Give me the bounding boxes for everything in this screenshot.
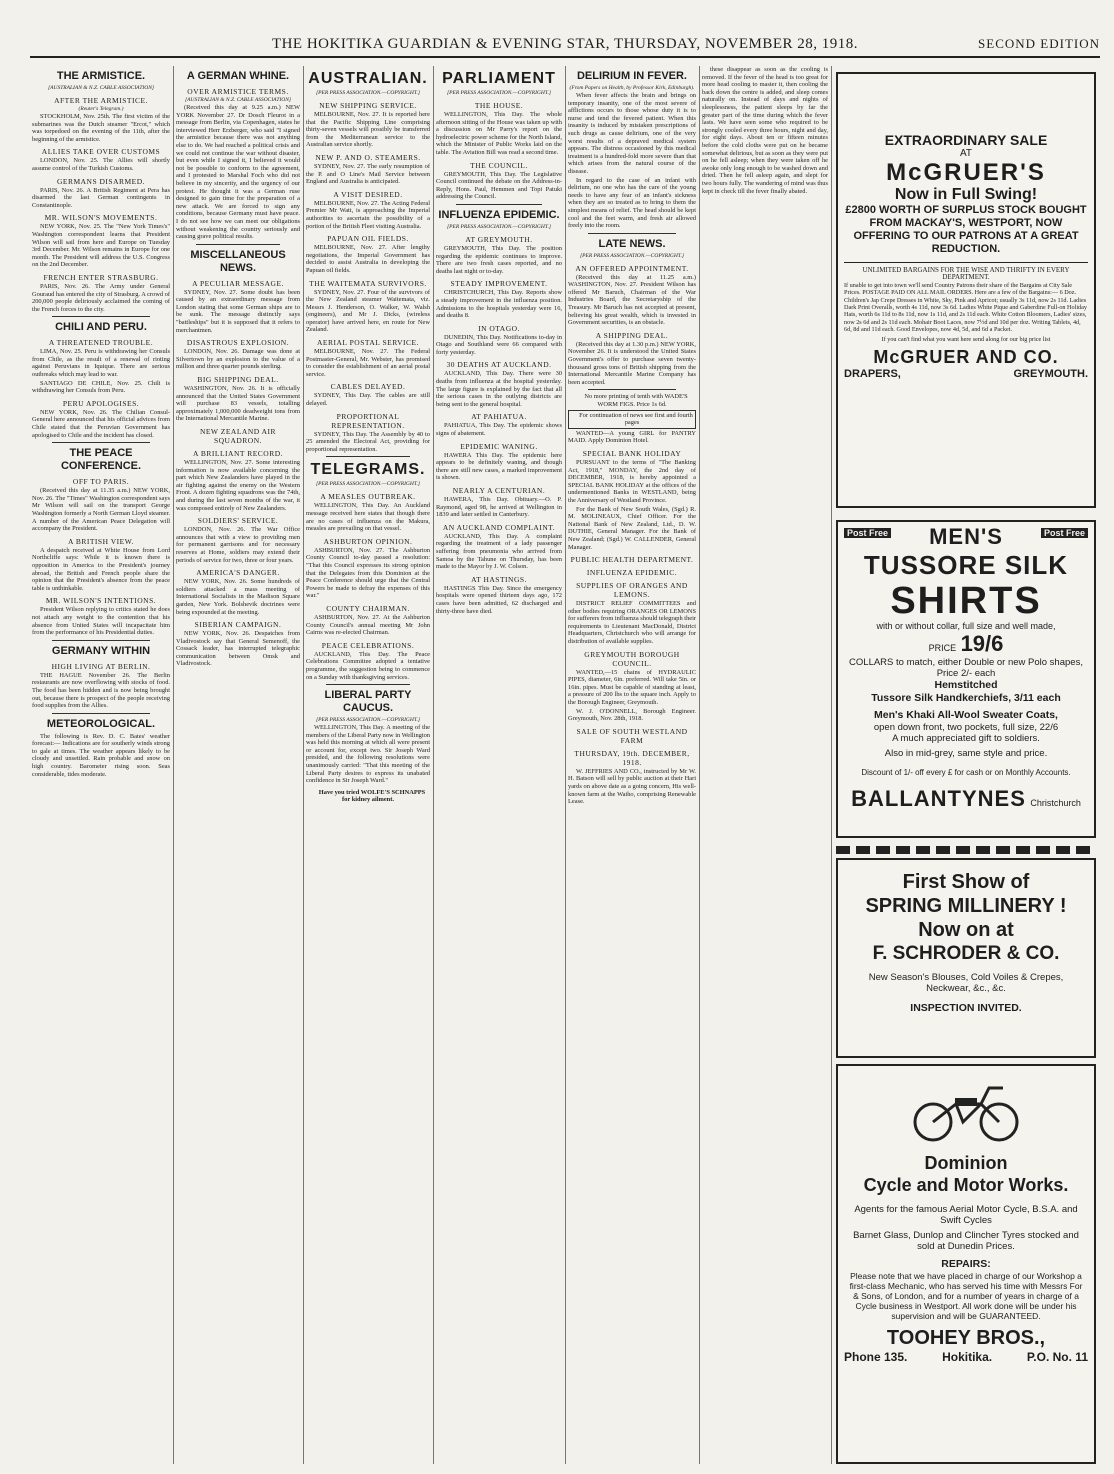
article-text: HAWERA This Day. The epidemic here appears to be definitely waning, and though there are still new cases, a marked improvement is shown. [436, 451, 562, 482]
misc-heading: MISCELLANEOUS NEWS. [190, 248, 286, 274]
subheading: NEW SHIPPING SERVICE. [319, 101, 417, 110]
subheading: STEADY IMPROVEMENT. [450, 279, 548, 289]
subheading: AT GREYMOUTH. [465, 234, 533, 244]
ad-text: New Season's Blouses, Cold Voiles & Crepes, Neckwear, &c., &c. [868, 972, 1064, 994]
peace-heading: THE PEACE CONFERENCE. [60, 447, 142, 473]
article-text: HAWERA, This Day. Obituary.—O. P. Raymond, aged 98, he arrived at Wellington in 1839 and later settled in Canterbury. [436, 496, 562, 519]
subheading: AMERICA'S DANGER. [196, 568, 280, 578]
notice: No more printing of tenth with WADE'S WORM FIGS. Price 1s 6d. [584, 393, 688, 408]
whine-heading: A GERMAN WHINE. [186, 70, 290, 82]
article-text: (Received this day at 11.25 a.m.) WASHINGTON, Nov. 27. President Wilson has offered Mr Baruch, Chairman of the War Industries Board, the Secretaryship of the Treasury. Mr Baruch has not accepted at present, believing his great wealth, which is invested in Government securities, is an obstacle. [568, 273, 696, 327]
subheading: IN OTAGO. [478, 323, 520, 333]
column-3 [306, 66, 430, 1464]
divider [52, 316, 150, 317]
subheading: COUNTY CHAIRMAN. [326, 603, 410, 613]
liberal-heading: LIBERAL PARTY CAUCUS. [324, 689, 412, 715]
subheading: THURSDAY, 19th. DECEMBER, 1918. [574, 748, 690, 767]
subheading: A PECULIAR MESSAGE. [192, 278, 284, 288]
source-line: [PER PRESS ASSOCIATION.—COPYRIGHT.] [446, 223, 552, 230]
subheading: PAPUAN OIL FIELDS. [327, 234, 409, 244]
subheading: AT PAHIATUA. [471, 412, 527, 422]
chili-heading: CHILI AND PERU. [55, 321, 147, 334]
column-4 [436, 66, 562, 1464]
ad-text: Phone 135. [844, 1350, 908, 1364]
article-text: MELBOURNE, Nov. 27. The Acting Federal Premier Mr Watt, is approaching the Imperial authorities to ascertain the possibility of a portion of the British Fleet visiting Australia. [306, 199, 430, 230]
source-line: [PER PRESS ASSOCIATION.—COPYRIGHT.] [315, 90, 421, 96]
ad-text: Tussore Silk Handkerchiefs, 3/11 each [871, 692, 1061, 704]
subheading: PERU APOLOGISES. [62, 398, 140, 408]
schroder-ad [836, 858, 1096, 1058]
subheading: NEARLY A CENTURIAN. [452, 486, 546, 495]
masthead [30, 34, 1100, 58]
ad-text: Now in Full Swing! [894, 186, 1038, 203]
article-text: AUCKLAND, This Day. The Peace Celebrations Committee adopted a tentative programme, the suggestion being to commence on a Sunday with thanksgiving services. [306, 650, 430, 681]
ad-text: open down front, two pockets, full size, 22/6 [873, 722, 1059, 733]
classified-ad: PURSUANT to the terms of "The Banking Act, 1918," MONDAY, the 2nd day of DECEMBER, 1918, is hereby appointed a SPECIAL BANK HOLIDAY at the offices of the undermentioned Banks in WESTLAND, being the Anniversary of Westland Province. [568, 458, 696, 504]
article-text: GREYMOUTH, This Day. The Legislative Council continued the debate on the Address-in-Reply, Hons. Paul, Hemmen and Topi Patuki addressing the Council. [436, 170, 562, 201]
ad-text: Agents for the famous Aerial Motor Cycle, B.S.A. and Swift Cycles [854, 1204, 1078, 1226]
masthead-title: THE HOKITIKA GUARDIAN & EVENING STAR, THURSDAY, NOVEMBER 28, 1918. [271, 36, 859, 52]
ad-headline: SPRING MILLINERY ! [865, 895, 1067, 917]
article-text: LONDON, Nov. 25. The Allies will shortly assume control of the Turkish Customs. [32, 157, 170, 172]
subheading: SOLDIERS' SERVICE. [197, 516, 279, 526]
edition-label: SECOND EDITION [978, 36, 1100, 51]
subheading: AN AUCKLAND COMPLAINT. [442, 522, 556, 532]
ad-firm: BALLANTYNES [851, 786, 1026, 811]
article-text: SYDNEY, Nov. 27. Some doubt has been caused by an extraordinary message from London stating that some German ships are to be sunk. The message distinctly says "battleships" but it is supposed that it refers to merchantmen. [176, 288, 300, 334]
subheading: PUBLIC HEALTH DEPARTMENT. [570, 555, 694, 565]
subheading: SALE OF SOUTH WESTLAND FARM [576, 726, 688, 745]
column-rule [565, 66, 566, 1464]
article-text: NEW YORK, Nov. 26. Some hundreds of soldiers attacked a mass meeting of International Socialists in the Madison Square garden, New York. Bolshevik doctrines were being expounded at the meeting. [176, 578, 300, 616]
article-text: When fever affects the brain and brings on temporary insanity, one of the most severe of afflictions occurs to those whose duty it is to nurse and tend the fevered patient. When this insanity is induced by mistaken prescriptions of such drugs as cause delirium, one of the very worst results of a depraved medical system appears. The distress occasioned by this medical treatment is a hundred-fold more severe than that which arises from the natural course of the disease. [568, 92, 696, 175]
ad-text: Men's Khaki All-Wool Sweater Coats, [874, 709, 1058, 721]
article-text: ASHBURTON, Nov. 27. The Ashburton County Council to-day passed a resolution: "That this Council expresses its strong opinion that the Delegates from this Dominion at the Peace Conference should urge that the Central Powers be made to defray the expenses of this war." [306, 546, 430, 600]
ad-text: A much appreciated gift to soldiers. [892, 733, 1040, 744]
column-5 [568, 66, 696, 1464]
article-text: AUCKLAND, This Day. There were 30 deaths from influenza at the hospital yesterday. The large figure is explained by the fact that all the serious cases in the outlying districts are being sent to the general hospital. [436, 370, 562, 408]
delirium-heading: DELIRIUM IN FEVER. [576, 70, 687, 82]
subheading: AN OFFERED APPOINTMENT. [575, 263, 689, 273]
article-text: HASTINGS This Day. Since the emergency hospitals were opened thirteen days ago, 172 cases have been admitted, 62 discharged and thirty-three have died. [436, 584, 562, 615]
post-free-label: Post Free [844, 528, 891, 538]
column-1 [32, 66, 170, 1464]
article-text: THE HAGUE November 26. The Berlin restaurants are now overflowing with stocks of food. The food has been hidden and is now being brought out, because there is prospect of the people receiving food supplies from the Allies. [32, 671, 170, 710]
article-text: (Received this day at 1.30 p.m.) NEW YORK, November 26. It is understood the United States Government's offer to purchase seven twenty-thousand gross tons of British shipping from the International Mercantile Marine Company has been accepted. [568, 340, 696, 386]
ad-text: Christchurch [1030, 798, 1081, 808]
subheading: OVER ARMISTICE TERMS. [187, 87, 289, 96]
byline: (From Papers on Health, by Professor Kirk, Edinburgh). [569, 85, 695, 91]
article-text: LIMA, Nov. 25. Peru is withdrawing her Consuls from Chile, as the result of a renewal of rioting against Peruvians in Iquique. There are serious outbreaks which may lead to war. [32, 348, 170, 379]
subheading: BIG SHIPPING DEAL. [197, 375, 279, 385]
article-text: DUNEDIN, This Day. Notifications to-day in Otago and Southland were 66 compared with forty yesterday. [436, 333, 562, 356]
ballantynes-ad [836, 520, 1096, 838]
subheading: EPIDEMIC WANING. [460, 441, 538, 451]
motorcycle-icon [911, 1074, 1021, 1144]
divider [52, 640, 150, 641]
column-rule [831, 66, 832, 1464]
article-text: LONDON, Nov. 26. The War Office announces that with a view to providing men for permanent garrisons and for necessary reserves at Home, soldiers may extend their periods of service for two, three or four years. [176, 526, 300, 564]
ad-text: INSPECTION INVITED. [910, 1002, 1022, 1014]
divider [326, 456, 410, 457]
divider [52, 442, 150, 443]
late-news-heading: LATE NEWS. [598, 237, 666, 250]
ad-text: Discount of 1/- off every £ for cash or on Monthly Accounts. [861, 768, 1071, 777]
ad-text: £2800 WORTH OF SURPLUS STOCK BOUGHT FROM MACKAY'S, WESTPORT, NOW OFFERING TO OUR PATRONS AT A GREAT REDUCTION. [845, 204, 1087, 255]
ad-text: Barnet Glass, Dunlop and Clincher Tyres stocked and sold at Dunedin Prices. [853, 1230, 1079, 1252]
ad-text: MEN'S [929, 524, 1003, 549]
source-line: [AUSTRALIAN & N.Z. CABLE ASSOCIATION] [184, 97, 292, 103]
subheading: 30 DEATHS AT AUCKLAND. [446, 360, 552, 370]
article-text: SYDNEY, This Day. The Assembly by 40 to 25 amended the Electoral Act, providing for proportional representation. [306, 430, 430, 453]
ad-text: Now on at [918, 919, 1014, 941]
subheading: CABLES DELAYED. [330, 382, 406, 392]
subheading: ALLIES TAKE OVER CUSTOMS [41, 147, 161, 157]
source-line: [PER PRESS ASSOCIATION.—COPYRIGHT.] [315, 717, 421, 724]
subheading: A VISIT DESIRED. [333, 189, 403, 199]
article-text: NEW YORK, Nov. 26. The Chilian Consul-General here announced that his official advices from Chile stated that the Peruvian Government has apologised to Chile and the incident has closed. [32, 408, 170, 439]
subheading: GERMANS DISARMED. [56, 176, 146, 186]
subheading: PEACE CELEBRATIONS. [321, 640, 415, 650]
ad-headline: First Show of [902, 871, 1030, 893]
subheading: THE HOUSE. [474, 101, 524, 110]
article-text: WASHINGTON, Nov. 26. It is officially announced that the United States Government will purchase 83 vessels, totalling approximately 1,000,000 deadweight tons from the International Mercantile Marine. [176, 385, 300, 423]
ad-text: Also in mid-grey, same style and price. [884, 748, 1048, 759]
source-line: [PER PRESS ASSOCIATION.—COPYRIGHT.] [446, 90, 552, 96]
ad-text: If you can't find what you want here send along for our big price list [881, 335, 1051, 343]
subheading: SIBERIAN CAMPAIGN. [194, 620, 282, 630]
article-text: A despatch received at White House from Lord Northcliffe says: While it is known there is opposition in America to the President's journey abroad, the British and French people share the opinion that the President's absence from the peace table is unthinkable. [32, 546, 170, 592]
ad-text: P.O. No. 11 [1026, 1350, 1088, 1364]
mcgruer-ad [836, 72, 1096, 508]
australian-heading: AUSTRALIAN. [308, 70, 428, 87]
subheading: A BRITISH VIEW. [67, 536, 135, 546]
article-text: SYDNEY, Nov. 27. The early resumption of the P. and O Line's Mail Service between England and Australia is anticipated. [306, 162, 430, 186]
ad-text: with or without collar, full size and well made, [876, 621, 1056, 631]
article-text: MELBOURNE, Nov. 27. It is reported here that the Pacific Shipping Line comprising thirty-seven vessels will possibly be transferred from the Mediterranean service to the Australian service shortly. [306, 111, 430, 149]
ad-text: PRICE [928, 643, 957, 653]
divider [326, 684, 410, 685]
ad-firm: F. SCHRODER & CO. [872, 943, 1060, 964]
article-text: (Received this day at 9.25 a.m.) NEW YORK November 27. Dr Dosch Fleurot in a message from Berlin, via Copenhagen, states he interviewed Herr Erzberger, who said "I signed the armistice because there was not anything else to do. We had reached a political crisis and we could not continue the war without disaster, but even while I signed it, I believed it would not be possible to conform to the agreement, and I protested to Marshal Foch who did not believe in my sincerity, and the urgency of our protest. He thought it was a German ruse designed to gain time for the preparation of a new attack. We are forced to sign any conditions, because Germany must have peace. I do not see how we can meet our obligations without weakening the country seriously and causing grave political results. [176, 104, 300, 241]
subheading: NEW ZEALAND AIR SQUADRON. [199, 427, 277, 445]
ad-headline: SHIRTS [890, 580, 1042, 622]
ad-firm: TOOHEY BROS., [886, 1327, 1046, 1349]
ad-headline: EXTRAORDINARY SALE [884, 132, 1048, 148]
ad-headline: Cycle and Motor Works. [863, 1175, 1069, 1195]
subheading: SUPPLIES OF ORANGES AND LEMONS. [576, 581, 688, 600]
article-text: CHRISTCHURCH, This Day. Reports show a steady improvement in the influenza position. Admissions to the hospitals yesterday were 16, and deaths 8. [436, 289, 562, 320]
divider [196, 244, 280, 245]
divider [588, 389, 676, 390]
post-free-label: Post Free [1041, 528, 1088, 538]
article-text: President Wilson replying to critics stated he does not attach any weight to the contention that his absence from United States will incapacitate him from the performance of his Presidential duties. [32, 606, 170, 637]
ad-text: Hemstitched [934, 679, 998, 691]
motorcycle-illustration [838, 1066, 1094, 1152]
article-text: SYDNEY, Nov. 27. Four of the survivors of the New Zealand steamer Waitemata, viz. Messrs J. Henderson, O. Walker, W. Walsh (engineers), and Mr J. Dicks, (wireless operator) have arrived here, en route for New Zealand. [306, 288, 430, 334]
telegrams-heading: TELEGRAMS. [310, 461, 426, 479]
classified-ad: W. JEFFRIES AND CO., instructed by Mr W. H. Batson will sell by public auction at their Hari yards on above date as a going concern, His well-known farm at the Waiho, comprising Renewable Lease. [568, 767, 696, 806]
article-text: WELLINGTON, Nov. 27. Some interesting information is now available concerning the part which New Zealanders have played in the air fighting against the enemy on the Western Front. A dozen fighting squadrons was the 74th, and during the last seven months of the war, it was composed entirely of New Zealanders. [176, 459, 300, 512]
source-line: [PER PRESS ASSOCIATION.—COPYRIGHT.] [315, 481, 421, 488]
article-text: The following is Rev. D. C. Bates' weather forecast:— Indications are for southerly winds strong to gale at times. The weather appears likely to be cloudy and unsettled. Rain probable and snow on high country. Barometer rising soon. Seas considerable, tides moderate. [32, 732, 170, 778]
article-text: AUCKLAND, This Day. A complaint regarding the treatment of a lady passenger suffering from pneumonia who arrived from Samoa by the Tahune on Thursday, has been made to the Mayor by J. W. Colson. [436, 532, 562, 571]
divider [588, 233, 676, 234]
ad-text: GREYMOUTH. [1013, 368, 1088, 381]
classified-ad: DISTRICT RELIEF COMMITTEES and other bodies requiring ORANGES OR LEMONS for sufferers from influenza should telegraph their requirements to Lieutenant MacDonald, District Headquarters, Christchurch who will arrange for distribution of available supplies. [568, 600, 696, 646]
article-text: GREYMOUTH, This Day. The position regarding the epidemic continues to improve. There are two fresh cases reported, and no deaths last night or to-day. [436, 244, 562, 275]
article-text: MELBOURNE, Nov. 27. After lengthy negotiations, the Imperial Government has decided to assist Australia in developing the Papuan oil fields. [306, 244, 430, 274]
column-6 [702, 66, 828, 1464]
subheading: MR. WILSON'S MOVEMENTS. [44, 213, 158, 223]
subheading: INFLUENZA EPIDEMIC. [586, 568, 678, 578]
subheading: AT HASTINGS. [471, 574, 527, 584]
divider [456, 204, 542, 205]
subheading: A SHIPPING DEAL. [595, 330, 669, 340]
column-rule [173, 66, 174, 1464]
source-line: [AUSTRALIAN & N.Z. CABLE ASSOCIATION] [47, 85, 155, 91]
article-text: In regard to the case of an infant with delirium, no one who has the care of the young needs to have any fear of an infant's sickness when they are so treated as to bring to them the simplest means of relief. The head should be kept cool and the feet warm, and fresh air allowed freely into the room. [568, 176, 696, 230]
subheading: HIGH LIVING AT BERLIN. [51, 661, 151, 671]
subheading: AFTER THE ARMISTICE. [54, 96, 148, 105]
signatories: For the Bank of New South Wales, (Sgd.) R. M. MOLINEAUX, Chief Officer. For the National Bank of New Zealand, Ltd., D. W. DUTHIE, General Manager. For the Bank of New Zealand; (Sgd.) W. CALLENDER, General Manager. [568, 505, 696, 551]
continuation-note: For continuation of news see first and fourth pages [568, 410, 696, 429]
article-text: NEW YORK, Nov. 26. Despatches from Vladivostock say that General Semenoff, the Cossack leader, has interrupted telegraphic communication between Omsk and Vladivostock. [176, 630, 300, 668]
article-text: PARIS, Nov. 26. The Army under General Gouraud has entered the city of Strasburg. A crowd of 200,000 people deliriously acclaimed the coming of the French forces to the city. [32, 282, 170, 313]
ad-text: AT [959, 148, 973, 159]
subheading: THE COUNCIL. [470, 160, 528, 170]
article-text: NEW YORK, Nov. 25. The "New York Times's" Washington correspondent learns that President Wilson will sail from here and Europe on Tuesday 3rd December. Mr. Wilson remains in Europe for one month. The President will address the U.S. Congress on the 2nd December. [32, 223, 170, 269]
ad-text: Hokitika. [942, 1350, 993, 1364]
ad-text: COLLARS to match, either Double or new Polo shapes, Price 2/- each [849, 657, 1083, 679]
subheading: FRENCH ENTER STRASBURG. [43, 272, 159, 282]
article-text: (Received this day at 11.35 a.m.) NEW YORK, Nov. 26. The "Times" Washington correspondent says Mr Wilson will sail on the transport George Washington formerly a North German Lloyd steamer. A number of the American Peace Delegation will accompany the President. [32, 487, 170, 533]
source-line: [PER PRESS ASSOCIATION.—COPYRIGHT.] [579, 252, 685, 259]
article-text: MELBOURNE, Nov. 27. The Federal Postmaster-General, Mr. Webster, has promised to consider the establishment of an aerial postal service. [306, 348, 430, 378]
subheading: NEW P. AND O. STEAMERS. [315, 152, 421, 162]
column-2 [176, 66, 300, 1464]
column-rule [433, 66, 434, 1464]
ad-text: If unable to get into town we'll send Country Patrons their share of the Bargains at City Sale Prices. POSTAGE PAID ON ALL MAIL ORDERS. Here are a few of the Bargains:— 6 Doz. Children's Jap Crepe Dresses in White, Sky, Pink and Apricot; usually 3s 11d, now 2s 11d. Ladies Dark Print Overalls, worth 4s 11d, now 3s 6d. Ladies White Pique and Gaberdine Full-on Holiday Hats, worth 6s 11d to 8s 11d, now 1s 11d, and 2s 11d each. White Cotton Bloomers, Ladies' sizes, now 2s 6d and 2s 11d each. Mohair Boot Laces, now 7½d and 10d per doz. Writing Tablets, 4d, 6d, 8d and 11d each. Good Envelopes, now 4d, 5d, and 6d a Packet. [844, 281, 1087, 334]
parliament-heading: PARLIAMENT [442, 70, 556, 87]
article-text: SYDNEY, This Day. The cables are still delayed. [306, 392, 430, 408]
subheading: AERIAL POSTAL SERVICE. [317, 338, 419, 348]
article-text: ASHBURTON, Nov. 27. At the Ashburton County Council's annual meeting Mr John Cairns was re-elected Chairman. [306, 613, 430, 637]
ad-firm: McGRUER AND CO. [873, 347, 1059, 368]
subheading: A MEASLES OUTBREAK. [320, 492, 416, 502]
subheading: A BRILLIANT RECORD. [193, 449, 283, 458]
divider [52, 713, 150, 714]
subheading: GREYMOUTH BOROUGH COUNCIL. [584, 649, 680, 668]
armistice-heading: THE ARMISTICE. [56, 70, 146, 82]
classified-ad: WANTED—A young GIRL for PANTRY MAID. Apply Dominion Hotel. [568, 429, 696, 445]
article-text: STOCKHOLM, Nov. 25th. The first victim of the submarines was the Dutch steamer "Ercot," which was torpedoed on the evening of the 11th, after the beginning of the armistice. [32, 113, 170, 143]
article-text: WELLINGTON, This Day. A meeting of the members of the Liberal Party now in Wellington was held this morning at which all were present or account for, except two. Sir Joseph Ward presided, and the following resolutions were unanimously carried: "That this meeting of the Liberal Party desires to express its unabated confidence in Sir Joseph Ward." [306, 724, 430, 785]
subheading: PROPORTIONAL REPRESENTATION. [331, 411, 405, 430]
toohey-ad [836, 1064, 1096, 1464]
article-text: PARIS, Nov. 26. A British Regiment at Pera has disarmed the last German contingents in Constantinople. [32, 186, 170, 209]
ad-text: UNLIMITED BARGAINS FOR THE WISE AND THRIFTY IN EVERY DEPARTMENT. [862, 266, 1070, 282]
article-text: WELLINGTON, This Day. An Auckland message received here states that though there are no cases of influenza on the Makura, measles are prevailing on that vessel. [306, 502, 430, 533]
classified-ad: WANTED,—15 chains of HYDRAULIC PIPES, diameter, 6in. preferred. Will take 5in. or 16in. pipes. Must be capable of standing at least, a pressure of 200 lbs to the square inch. Apply to the Borough Engineer, Greymouth. [568, 668, 696, 707]
subheading: A THREATENED TROUBLE. [48, 338, 154, 348]
article-text: these disappear as soon as the cooling is removed. If the fever of the head is too great for more head cooling to master it, then cooling the back down the centre is added, and sleep comes naturally on. Instead of days and nights of sleeplessness, the patient sleeps by far the greater part of the time during which the fever lasts. We have seen some who required to be strongly cooled every three hours, night and day, for eight days. About ten or fifteen minutes before the cold cloths were put on he became somewhat delirious, but as soon as they were put on he fell asleep; when they were taken off he awoke only long enough to be washed down and dried. Then he fell asleep again, and slept for two hours fully. The wandering of mind was thus kept in check till the fever finally abated. [702, 66, 828, 195]
subheading: MR. WILSON'S INTENTIONS. [45, 596, 157, 606]
germany-heading: GERMANY WITHIN [51, 644, 151, 657]
meteo-heading: METEOROLOGICAL. [46, 717, 156, 730]
price: 19/6 [960, 631, 1004, 656]
ad-headline: TUSSORE SILK [863, 550, 1069, 580]
article-text: LONDON, Nov. 26. Damage was done at Silvertown by an explosion to the value of a million and three quarter pounds sterling. [176, 348, 300, 371]
ad-firm: McGRUER'S [886, 159, 1046, 186]
ad-text: REPAIRS: [941, 1258, 991, 1270]
subheading: THE WAITEMATA SURVIVORS. [309, 278, 427, 288]
subheading: ASHBURTON OPINION. [323, 536, 413, 546]
source-line: (Reuter's Telegram.) [78, 106, 124, 112]
article-text: WELLINGTON, This Day. The whole afternoon sitting of the House was taken up with a discussion on Mr Parry's report on the hydroelectric power scheme for the North Island, which the Minister of Public Works laid on the table. The Aviation Bill was read a second time. [436, 111, 562, 156]
ad-headline: Dominion [924, 1153, 1008, 1173]
column-rule [699, 66, 700, 1464]
subheading: OFF TO PARIS. [72, 477, 130, 487]
signatory: W. J. O'DONNELL, Borough Engineer. Greymouth, Nov. 28th, 1918. [568, 707, 696, 723]
schnapps-ad: Have you tried WOLFE'S SCHNAPPS for kidney ailment. [318, 788, 426, 804]
subheading: DISASTROUS EXPLOSION. [186, 338, 290, 348]
decorative-stripe [836, 846, 1096, 854]
influenza-heading: INFLUENZA EPIDEMIC. [438, 208, 560, 221]
column-rule [303, 66, 304, 1464]
subheading: SPECIAL BANK HOLIDAY [582, 448, 682, 458]
article-text: SANTIAGO DE CHILE, Nov. 25. Chili is withdrawing her Consuls from Peru. [32, 379, 170, 395]
ad-text: DRAPERS, [844, 368, 901, 381]
article-text: PAHIATUA, This Day. The epidemic shows signs of abatement. [436, 422, 562, 438]
ad-text: Please note that we have placed in charge of our Workshop a first-class Mechanic, who has served his time with Messrs For & Sons, of London, and for a number of years in charge of a Cycle business in Westport. All work done will be under his supervision and will be GUARANTEED. [849, 1271, 1083, 1321]
